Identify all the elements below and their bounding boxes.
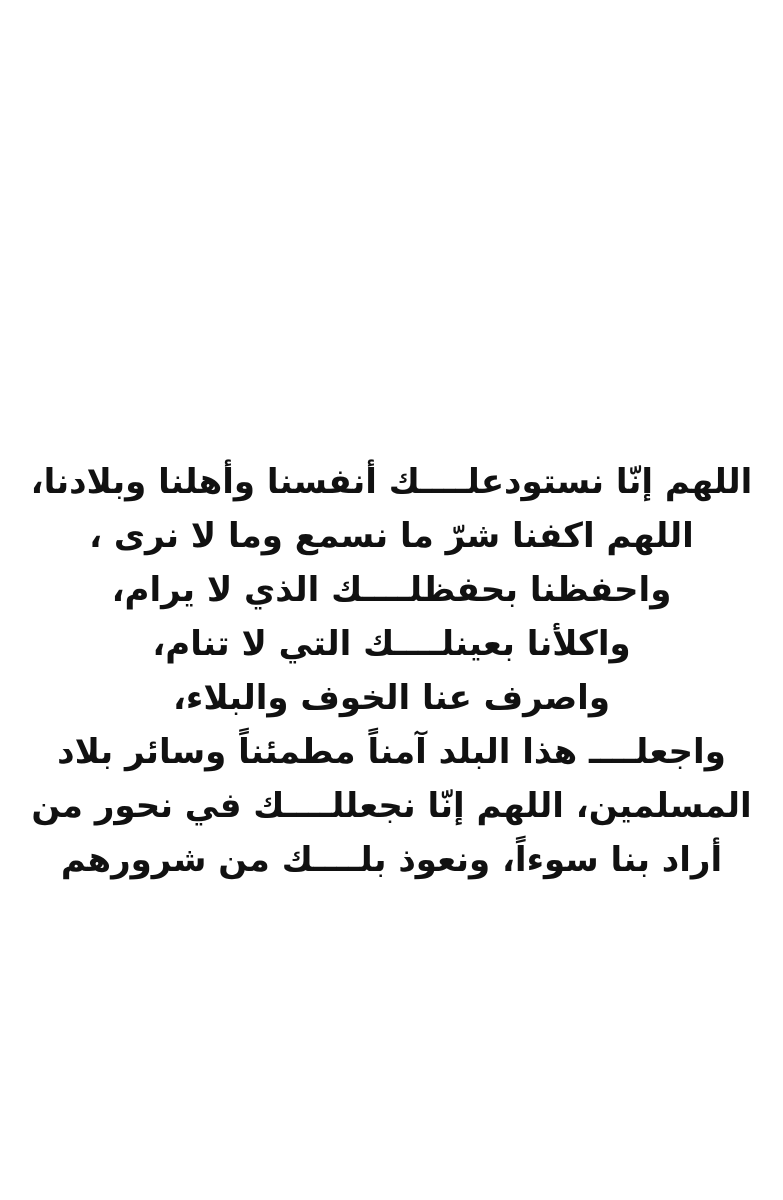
text-line-3: واحفظنا بحفظلــــك الذي لا يرام، [111,570,672,610]
text-line-1: اللهم إنّا نستودعلــــك أنفسنا وأهلنا وبلادنا، [30,462,753,502]
text-line-2: اللهم اكفنا شرّ ما نسمع وما لا نرى ، [89,516,694,556]
text-line-4: واكلأنا بعينلــــك التي لا تنام، [152,624,631,664]
supplication-text [0,455,783,887]
text-line-7: المسلمين، اللهم إنّا نجعللــــك في نحور من [31,786,752,826]
text-line-8: أراد بنا سوءاً، ونعوذ بلــــك من شرورهم [60,840,723,880]
text-line-6: واجعلــــ هذا البلد آمناً مطمئناً وسائر بلاد [57,732,726,772]
text-line-5: واصرف عنا الخوف والبلاء، [173,678,610,718]
